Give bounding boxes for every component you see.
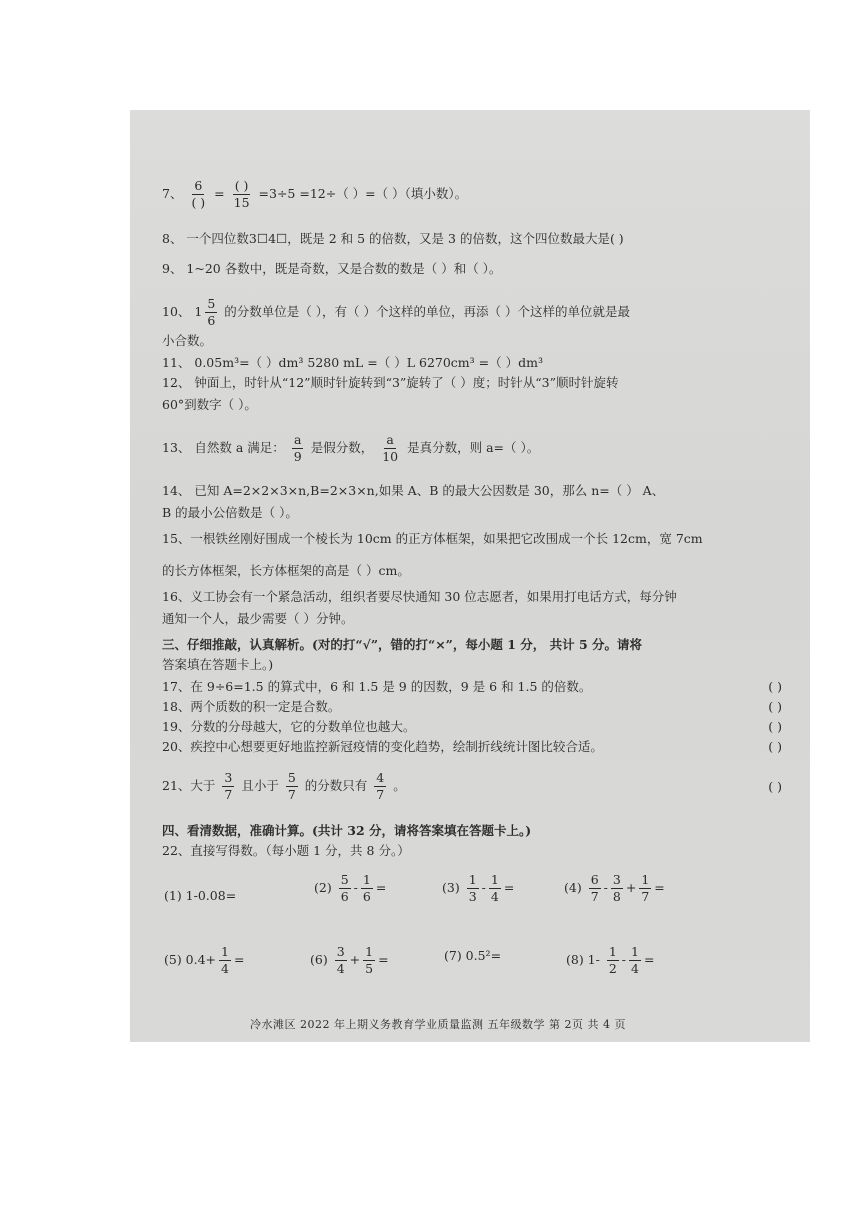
- fraction: $\frac{3}{7}$: [224, 770, 233, 802]
- page-footer: 冷水滩区 2022 年上期义务教育学业质量监测 五年级数学 第 2页 共 4 页: [250, 1018, 626, 1031]
- question-16-cont: 通知一个人，最少需要（ ）分钟。: [162, 611, 354, 626]
- fraction: $\frac{( )}{15}$: [233, 178, 250, 210]
- question-7: 7、 $\frac{6}{( )}$ = $\frac{( )}{15}$ =3÷5 =12÷（ ）=（ ）（填小数）。: [162, 178, 468, 210]
- question-13: 13、 自然数 a 满足： $\frac{a}{9}$ 是假分数， $\frac{a}{10}$ 是真分数，则 a=（ ）。: [162, 432, 540, 464]
- fraction: $\frac{5}{7}$: [287, 770, 296, 802]
- question-11: 11、 0.05m³=（ ）dm³ 5280 mL =（ ）L 6270cm³ =（ ）dm³: [162, 355, 543, 370]
- question-22: 22、直接写得数。（每小题 1 分，共 8 分。）: [162, 843, 410, 858]
- fraction: $\frac{4}{7}$: [376, 770, 385, 802]
- question-10-cont: 小合数。: [162, 333, 213, 348]
- question-8: 8、 一个四位数3☐4☐，既是 2 和 5 的倍数，又是 3 的倍数，这个四位数最大是( ): [162, 231, 624, 246]
- calc-7: (7) 0.5²=: [444, 948, 502, 963]
- fraction: $\frac{a}{10}$: [382, 432, 399, 464]
- section-4-title: 四、看清数据，准确计算。(共计 32 分，请将答案填在答题卡上。): [162, 823, 532, 838]
- calc-2: (2) $\frac{5}{6}$ - $\frac{1}{6}$ =: [314, 872, 387, 904]
- calc-4: (4) $\frac{6}{7}$ - $\frac{3}{8}$ + $\frac{1}{7}$ =: [564, 872, 665, 904]
- question-17: 17、在 9÷6=1.5 的算式中，6 和 1.5 是 9 的因数，9 是 6 和 1.5 的倍数。 ( ): [162, 679, 782, 694]
- question-14-cont: B 的最小公倍数是（ ）。: [162, 505, 298, 520]
- question-16: 16、义工协会有一个紧急活动，组织者要尽快通知 30 位志愿者，如果用打电话方式，每分钟: [162, 589, 677, 604]
- calc-6: (6) $\frac{3}{4}$ + $\frac{1}{5}$ =: [310, 944, 389, 976]
- question-21: 21、大于 $\frac{3}{7}$ 且小于 $\frac{5}{7}$ 的分数只有 $\frac{4}{7}$ 。 ( ): [162, 770, 782, 802]
- fraction: $\frac{a}{9}$: [293, 432, 302, 464]
- question-14: 14、 已知 A=2×2×3×n,B=2×3×n,如果 A、B 的最大公因数是 30，那么 n=（ ） A、: [162, 483, 665, 498]
- question-18: 18、两个质数的积一定是合数。 ( ): [162, 699, 782, 714]
- question-20: 20、疾控中心想要更好地监控新冠疫情的变化趋势，绘制折线统计图比较合适。 ( ): [162, 739, 782, 754]
- calc-1: (1) 1-0.08=: [164, 888, 237, 903]
- question-9: 9、 1~20 各数中，既是奇数，又是合数的数是（ ）和（ ）。: [162, 261, 502, 276]
- section-3-title: 三、仔细推敲，认真解析。(对的打“√”，错的打“×”，每小题 1 分， 共计 5 分。请将: [162, 637, 643, 652]
- calc-5: (5) 0.4+ $\frac{1}{4}$ =: [164, 944, 245, 976]
- section-3-title-cont: 答案填在答题卡上。): [162, 657, 274, 672]
- calc-8: (8) 1- $\frac{1}{2}$ - $\frac{1}{4}$ =: [566, 944, 655, 976]
- question-10: 10、 1 $\frac{5}{6}$ 的分数单位是（ ），有（ ）个这样的单位，再添（ ）个这样的单位就是最: [162, 296, 630, 328]
- calc-3: (3) $\frac{1}{3}$ - $\frac{1}{4}$ =: [442, 872, 515, 904]
- question-15: 15、一根铁丝刚好围成一个棱长为 10cm 的正方体框架，如果把它改围成一个长 12cm，宽 7cm: [162, 531, 703, 546]
- question-12-cont: 60°到数字（ ）。: [162, 397, 257, 412]
- exam-page-photo: [130, 110, 810, 1042]
- fraction: $\frac{6}{( )}$: [191, 178, 206, 210]
- fraction: $\frac{5}{6}$: [207, 296, 216, 328]
- question-12: 12、 钟面上，时针从“12”顺时针旋转到“3”旋转了（ ）度；时针从“3”顺时针旋转: [162, 375, 619, 390]
- question-19: 19、分数的分母越大，它的分数单位也越大。 ( ): [162, 719, 782, 734]
- question-15-cont: 的长方体框架，长方体框架的高是（ ）cm。: [162, 563, 410, 578]
